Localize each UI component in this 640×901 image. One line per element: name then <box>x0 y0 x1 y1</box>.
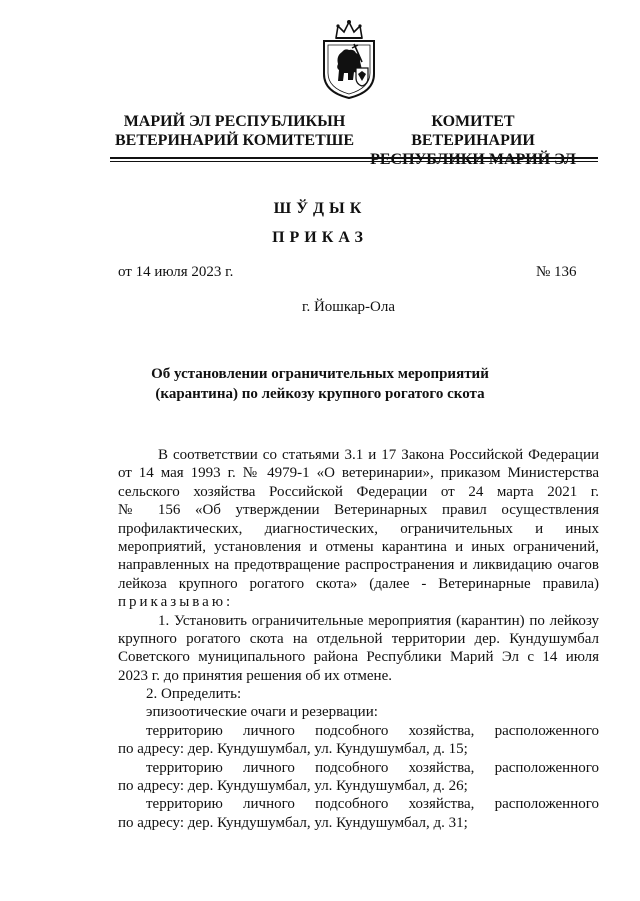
issuer-name-mari <box>112 112 357 150</box>
body-line: № 156 «Об утверждении Ветеринарных правил осуществления <box>118 502 599 519</box>
order-number: № 136 <box>536 264 577 280</box>
body-line: территорию личного подсобного хозяйства, расположенного <box>146 759 599 776</box>
issuer-ru-line-1: КОМИТЕТ ВЕТЕРИНАРИИ <box>411 113 535 149</box>
issuer-mari-line-2: ВЕТЕРИНАРИЙ КОМИТЕТШЕ <box>114 132 355 149</box>
body-line: от 14 мая 1993 г. № 4979-1 «О ветеринарии», приказом Министерства <box>118 465 599 482</box>
body-line: приказываю: <box>118 594 234 611</box>
order-title-line-2: (карантина) по лейкозу крупного рогатого скота <box>155 386 485 402</box>
body-line: лейкоза крупного рогатого скота» (далее - Ветеринарные правила) <box>118 575 599 592</box>
body-line: по адресу: дер. Кундушумбал, ул. Кундушумбал, д. 31; <box>118 814 468 831</box>
issuer-ru-line-2: РЕСПУБЛИКИ МАРИЙ ЭЛ <box>370 151 576 168</box>
doc-type-russian: ПРИКАЗ <box>272 229 368 246</box>
order-body <box>118 446 599 832</box>
body-line: территорию личного подсобного хозяйства, расположенного <box>146 722 599 739</box>
coat-of-arms-icon <box>318 18 380 100</box>
body-line: направленных на предотвращение распространения и ликвидацию очагов <box>118 557 599 574</box>
body-line: Советского муниципального района Республики Марий Эл с 14 июля <box>118 649 599 666</box>
body-line: эпизоотические очаги и резервации: <box>146 704 378 721</box>
body-line: по адресу: дер. Кундушумбал, ул. Кундушумбал, д. 15; <box>118 741 468 758</box>
body-line: В соответствии со статьями 3.1 и 17 Закона Российской Федерации <box>158 447 599 463</box>
body-line: территорию личного подсобного хозяйства, расположенного <box>146 796 599 813</box>
order-title <box>0 364 640 404</box>
body-line: сельского хозяйства Российской Федерации от 24 марта 2021 г. <box>118 483 599 500</box>
header-divider-thin <box>110 161 598 162</box>
body-line: крупного рогатого скота на отдельной территории дер. Кундушумбал <box>118 630 599 647</box>
body-line: 1. Установить ограничительные мероприятия (карантин) по лейкозу <box>158 612 599 629</box>
body-line: профилактических, диагностических, ограничительных и иных <box>118 520 599 537</box>
doc-type-mari: ШЎДЫК <box>273 200 367 217</box>
order-date: от 14 июля 2023 г. <box>118 264 234 280</box>
body-line: 2. Определить: <box>146 686 242 703</box>
body-line: 2023 г. до принятия решения об их отмене. <box>118 667 392 684</box>
header-divider-thick <box>110 157 598 159</box>
issuer-mari-line-1: МАРИЙ ЭЛ РЕСПУБЛИКЫН <box>123 113 346 130</box>
body-line: по адресу: дер. Кундушумбал, ул. Кундушумбал, д. 26; <box>118 778 468 795</box>
order-city: г. Йошкар-Ола <box>302 299 396 315</box>
body-line: мероприятий, установления и отмены карантина и иных ограничений, <box>118 538 599 555</box>
order-title-line-1: Об установлении ограничительных мероприятий <box>151 366 489 382</box>
